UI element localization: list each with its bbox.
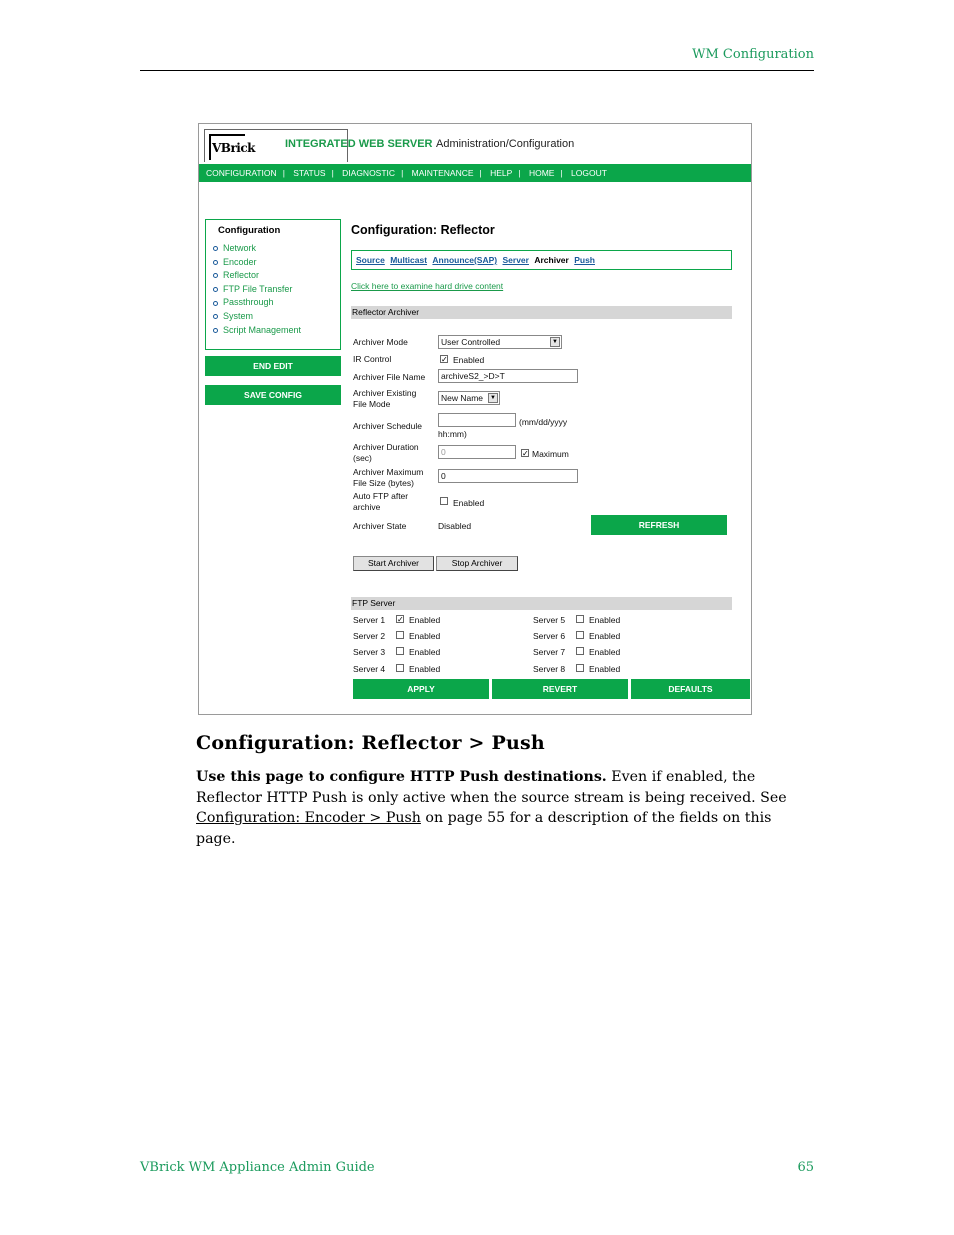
archiver-duration-input[interactable]: 0: [438, 445, 516, 459]
ftp-server-1-label: Server 1: [353, 615, 386, 625]
reflector-tabs: [351, 250, 732, 270]
tab-archiver-current: Archiver: [534, 255, 569, 265]
schedule-format-hint: (mm/dd/yyyy: [519, 417, 568, 427]
save-config-button[interactable]: SAVE CONFIG: [205, 385, 341, 405]
ftp-server-4-enabled: Enabled: [409, 664, 441, 674]
ftp-server-6-checkbox[interactable]: [576, 631, 584, 639]
refresh-button[interactable]: REFRESH: [591, 515, 727, 535]
bullet-icon: [213, 260, 218, 265]
bullet-icon: [213, 314, 218, 319]
ftp-server-2-checkbox[interactable]: [396, 631, 404, 639]
screenshot-figure: [198, 123, 752, 715]
auto-ftp-checkbox[interactable]: [440, 497, 448, 505]
ftp-server-6-label: Server 6: [533, 631, 566, 641]
defaults-button[interactable]: DEFAULTS: [631, 679, 750, 699]
duration-maximum-checkbox[interactable]: ✓: [522, 449, 529, 458]
ir-control-checkbox[interactable]: ✓: [441, 355, 448, 364]
side-menu-heading: Configuration: [218, 225, 281, 236]
tab-push[interactable]: Push: [574, 255, 595, 265]
side-menu: [205, 219, 341, 350]
auto-ftp-label: Auto FTP after archive: [353, 491, 409, 512]
side-item-passthrough[interactable]: Passthrough: [213, 296, 301, 310]
body-paragraph: [196, 767, 814, 849]
examine-hard-drive-link[interactable]: Click here to examine hard drive content: [351, 281, 504, 291]
nav-logout[interactable]: LOGOUT: [571, 168, 607, 178]
archiver-mode-select[interactable]: User Controlled ▼: [438, 335, 562, 349]
ftp-server-8-label: Server 8: [533, 664, 566, 674]
running-header: [140, 47, 814, 71]
start-archiver-button[interactable]: Start Archiver: [353, 556, 434, 571]
tab-source[interactable]: Source: [356, 255, 385, 265]
ir-control-check-label: Enabled: [453, 355, 485, 365]
ftp-server-3-enabled: Enabled: [409, 647, 441, 657]
nav-home[interactable]: HOME: [528, 168, 555, 178]
bullet-icon: [213, 273, 218, 278]
bullet-icon: [213, 301, 218, 306]
ftp-server-4-label: Server 4: [353, 664, 386, 674]
ftp-server-1-checkbox[interactable]: ✓: [397, 615, 404, 624]
nav-diagnostic[interactable]: DIAGNOSTIC: [342, 168, 396, 178]
existing-file-mode-label: Archiver Existing File Mode: [353, 388, 417, 409]
existing-file-mode-select[interactable]: New Name ▼: [438, 391, 500, 405]
auto-ftp-check-label: Enabled: [453, 498, 485, 508]
schedule-format-hint-2: hh:mm): [438, 429, 467, 439]
ir-control-label: IR Control: [353, 354, 392, 364]
footer-guide-title: VBrick WM Appliance Admin Guide: [140, 1160, 375, 1175]
tab-announce-sap[interactable]: Announce(SAP): [432, 255, 498, 265]
nav-configuration[interactable]: CONFIGURATION: [206, 168, 277, 178]
apply-button[interactable]: APPLY: [353, 679, 489, 699]
dropdown-arrow-icon: ▼: [488, 393, 498, 403]
bullet-icon: [213, 287, 218, 292]
ftp-server-5-checkbox[interactable]: [576, 615, 584, 623]
para-text-2: on page 55 for a description of the fields on this page.: [196, 810, 772, 847]
archiver-duration-label: Archiver Duration (sec): [353, 442, 419, 463]
revert-button[interactable]: REVERT: [492, 679, 628, 699]
archiver-file-name-label: Archiver File Name: [353, 372, 426, 382]
side-item-reflector[interactable]: Reflector: [213, 269, 301, 283]
ftp-server-7-label: Server 7: [533, 647, 566, 657]
ftp-server-2-enabled: Enabled: [409, 631, 441, 641]
section-heading: Configuration: Reflector > Push: [196, 732, 545, 754]
ftp-server-3-checkbox[interactable]: [396, 647, 404, 655]
ftp-server-8-checkbox[interactable]: [576, 664, 584, 672]
archiver-max-size-input[interactable]: 0: [438, 469, 578, 483]
footer-page-number: 65: [797, 1160, 814, 1175]
top-navbar: CONFIGURATION | STATUS | DIAGNOSTIC | MAINTENANCE | HELP | HOME | LOGOUT: [199, 164, 751, 182]
encoder-push-link[interactable]: Configuration: Encoder > Push: [196, 810, 421, 826]
ftp-server-section-bar: FTP Server: [351, 597, 732, 610]
archiver-mode-label: Archiver Mode: [353, 337, 408, 347]
para-text-1: Even if enabled, the Reflector HTTP Push is only active when the source stream is being received. See: [196, 769, 787, 806]
nav-status[interactable]: STATUS: [293, 168, 326, 178]
archiver-file-name-input[interactable]: archiveS2_>D>T: [438, 369, 578, 383]
ftp-server-7-enabled: Enabled: [589, 647, 621, 657]
vbrick-logo: VBrick: [209, 134, 245, 160]
admin-title: Administration/Configuration: [436, 138, 575, 150]
archiver-state-value: Disabled: [438, 521, 472, 531]
ftp-server-8-enabled: Enabled: [589, 664, 621, 674]
tab-server[interactable]: Server: [502, 255, 529, 265]
archiver-state-label: Archiver State: [353, 521, 407, 531]
dropdown-arrow-icon: ▼: [550, 337, 560, 347]
archiver-schedule-input[interactable]: [438, 413, 516, 427]
end-edit-button[interactable]: END EDIT: [205, 356, 341, 376]
para-bold-lead: Use this page to configure HTTP Push destinations.: [196, 769, 607, 785]
side-item-script-management[interactable]: Script Management: [213, 324, 301, 338]
stop-archiver-button[interactable]: Stop Archiver: [436, 556, 518, 571]
running-header-title: WM Configuration: [692, 47, 814, 62]
ftp-server-2-label: Server 2: [353, 631, 386, 641]
ftp-server-4-checkbox[interactable]: [396, 664, 404, 672]
ftp-server-7-checkbox[interactable]: [576, 647, 584, 655]
side-item-encoder[interactable]: Encoder: [213, 256, 301, 270]
ftp-server-3-label: Server 3: [353, 647, 386, 657]
ftp-server-1-enabled: Enabled: [409, 615, 441, 625]
config-page-title: Configuration: Reflector: [351, 223, 495, 237]
ftp-server-5-enabled: Enabled: [589, 615, 621, 625]
nav-help[interactable]: HELP: [490, 168, 513, 178]
archiver-section-bar: Reflector Archiver: [351, 306, 732, 319]
side-item-network[interactable]: Network: [213, 242, 301, 256]
archiver-max-size-label: Archiver Maximum File Size (bytes): [353, 467, 424, 488]
duration-maximum-label: Maximum: [532, 449, 569, 459]
archiver-schedule-label: Archiver Schedule: [353, 421, 422, 431]
side-item-ftp-file-transfer[interactable]: FTP File Transfer: [213, 283, 301, 297]
bullet-icon: [213, 246, 218, 251]
side-item-system[interactable]: System: [213, 310, 301, 324]
bullet-icon: [213, 328, 218, 333]
nav-maintenance[interactable]: MAINTENANCE: [411, 168, 474, 178]
ftp-server-5-label: Server 5: [533, 615, 566, 625]
ftp-server-6-enabled: Enabled: [589, 631, 621, 641]
tab-multicast[interactable]: Multicast: [390, 255, 428, 265]
server-title: INTEGRATED WEB SERVER: [285, 138, 433, 150]
